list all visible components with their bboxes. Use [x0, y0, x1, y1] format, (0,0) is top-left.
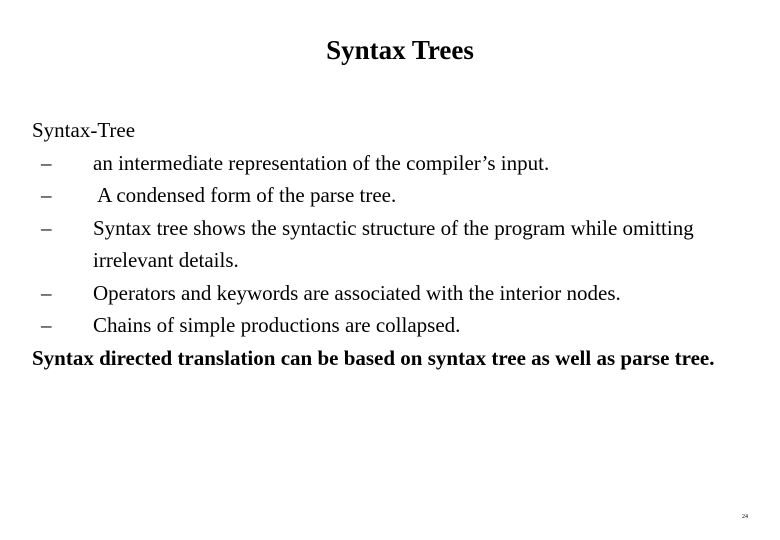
bullet-text: an intermediate representation of the compiler’s input.: [93, 150, 550, 175]
bullet-list: [32, 147, 762, 342]
closing-statement: Syntax directed translation can be based on syntax tree as well as parse tree.: [32, 345, 715, 370]
bullet-marker: –: [41, 183, 52, 207]
section-heading: Syntax-Tree: [32, 118, 136, 142]
list-item: [32, 309, 762, 342]
bullet-marker: –: [41, 215, 52, 240]
list-item: [32, 212, 762, 277]
slide-content: [32, 114, 762, 374]
bullet-text: Syntax tree shows the syntactic structure of the program while omitting irrelevant details.: [93, 215, 694, 272]
list-item: [32, 179, 762, 212]
bullet-text: Chains of simple productions are collapsed.: [93, 313, 461, 337]
bullet-marker: –: [41, 280, 52, 305]
page-number: 24: [742, 514, 748, 520]
list-item: [32, 277, 762, 310]
bullet-text: Operators and keywords are associated with the interior nodes.: [93, 280, 621, 305]
bullet-marker: –: [41, 150, 52, 175]
bullet-text: A condensed form of the parse tree.: [93, 183, 397, 207]
list-item: [32, 147, 762, 180]
bullet-marker: –: [41, 313, 52, 337]
slide-title: Syntax Trees: [326, 35, 474, 65]
